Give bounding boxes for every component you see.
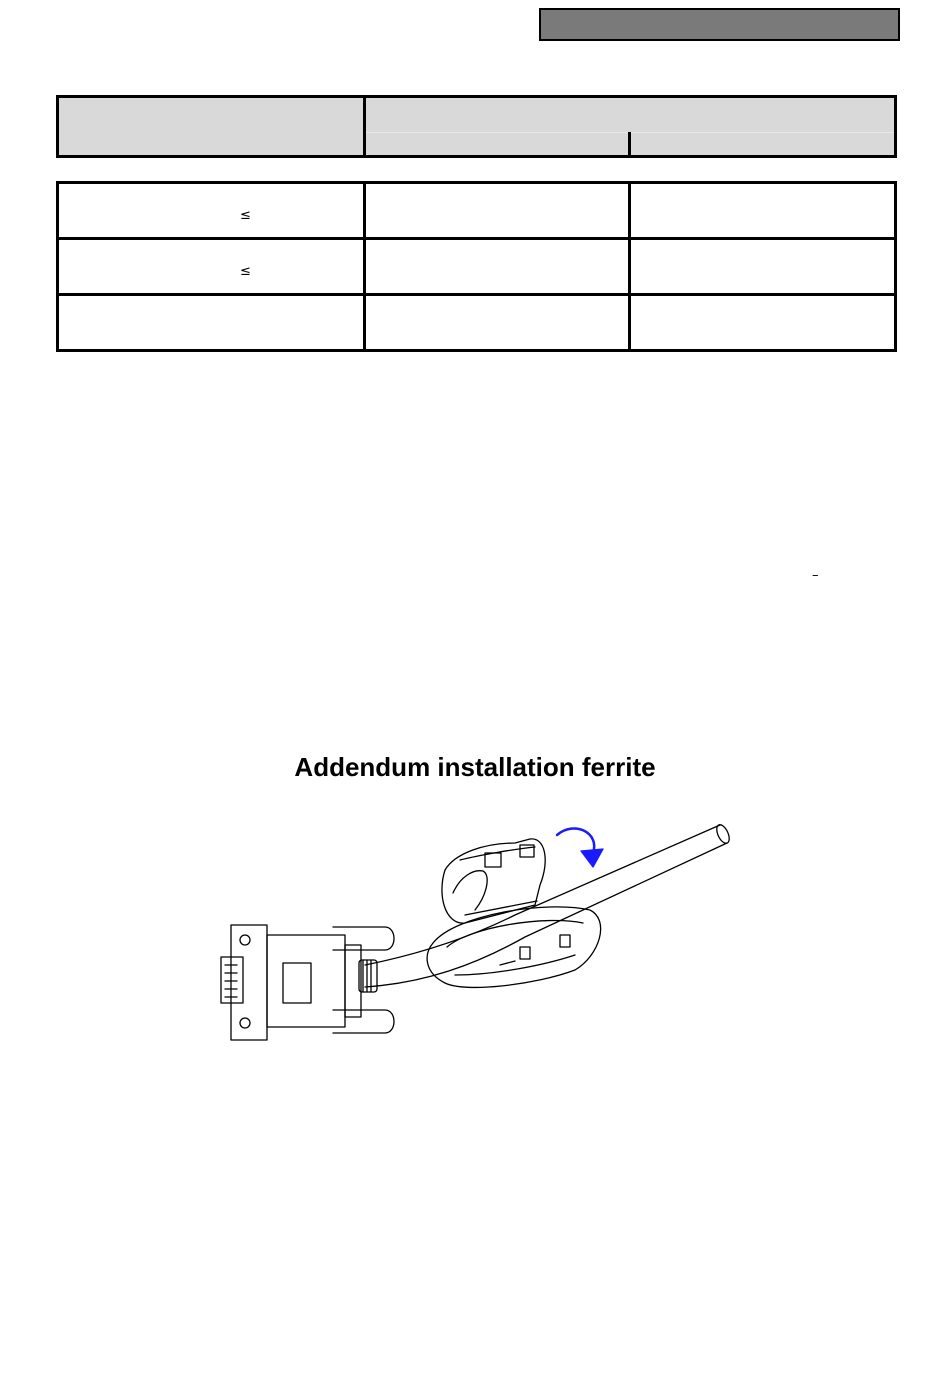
header-cell-group: [365, 97, 896, 133]
table-cell: [58, 239, 365, 295]
margin-mark: –: [812, 568, 819, 583]
header-bar: [539, 8, 900, 41]
table-row: [58, 239, 896, 295]
ferrite-core-icon: [427, 839, 601, 988]
header-cell-left: [58, 97, 365, 157]
rotate-arrow-icon: [557, 828, 603, 867]
spec-table-body: [56, 181, 897, 352]
table-cell: [365, 183, 630, 239]
table-cell: [365, 295, 630, 351]
table-row: [58, 295, 896, 351]
table-cell: [58, 183, 365, 239]
table-cell: [58, 295, 365, 351]
section-title: Addendum installation ferrite: [294, 752, 656, 782]
header-subcell-2: [630, 133, 896, 157]
spec-table-header: [56, 95, 897, 158]
db9-connector-icon: [221, 925, 394, 1040]
table-row: [58, 183, 896, 239]
header-subcell-1: [365, 133, 630, 157]
ferrite-installation-figure: [215, 815, 745, 1050]
less-equal-symbol: ≤: [240, 264, 251, 279]
less-equal-symbol: ≤: [240, 208, 251, 223]
table-cell: [365, 239, 630, 295]
table-cell: [630, 295, 896, 351]
table-cell: [630, 183, 896, 239]
table-cell: [630, 239, 896, 295]
